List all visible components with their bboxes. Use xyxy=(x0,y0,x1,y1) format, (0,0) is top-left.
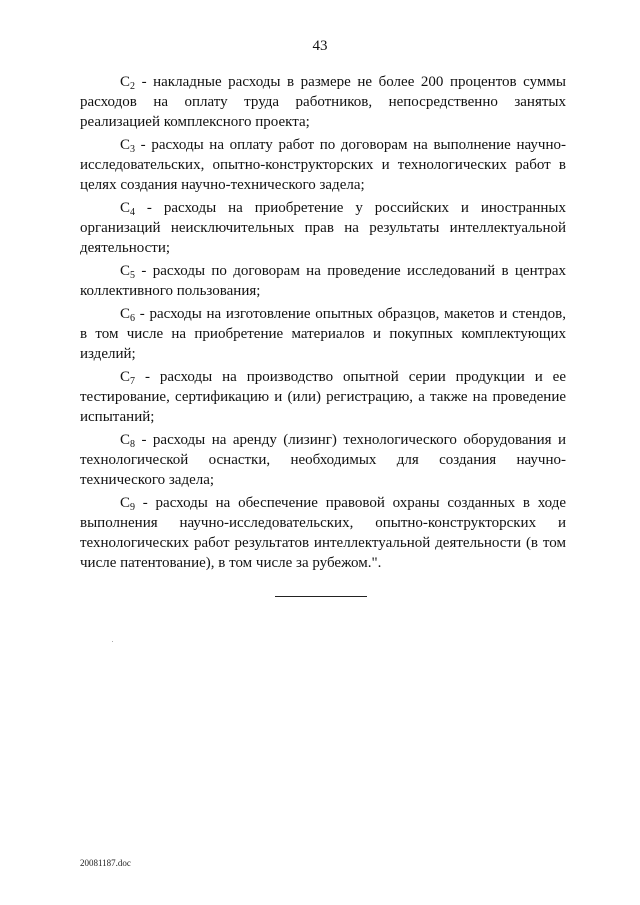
file-name-footer: 20081187.doc xyxy=(80,858,131,868)
paragraph-text: - расходы на оплату работ по договорам на выполнение научно-исследовательских, опытно-конструкторских и технологических работ в целях создания научно-технического задела; xyxy=(80,137,566,193)
paragraph-text: - расходы на изготовление опытных образцов, макетов и стендов, в том числе на приобретение материалов и покупных комплектующих изделий; xyxy=(80,306,566,362)
symbol: C xyxy=(120,263,131,279)
symbol: C xyxy=(120,306,131,322)
paragraph-c3 xyxy=(80,135,566,195)
paragraph-text: - расходы на аренду (лизинг) технологического оборудования и технологической оснастки, необходимых для создания научно-технического задела; xyxy=(80,432,566,488)
subscript: 7 xyxy=(130,376,136,387)
paragraph-c4 xyxy=(80,198,566,258)
paragraph-c9 xyxy=(80,493,566,573)
symbol: C xyxy=(120,369,131,385)
paragraph-c5 xyxy=(80,261,566,301)
paragraph-c2 xyxy=(80,72,566,132)
symbol: C xyxy=(120,432,131,448)
document-body xyxy=(80,72,566,576)
paragraph-text: - накладные расходы в размере не более 200 процентов суммы расходов на оплату труда работников, непосредственно занятых реализацией комплексного проекта; xyxy=(80,74,566,130)
symbol: C xyxy=(120,74,131,90)
paragraph-c7 xyxy=(80,367,566,427)
subscript: 2 xyxy=(130,81,136,92)
subscript: 3 xyxy=(130,144,136,155)
paragraph-text: - расходы на производство опытной серии продукции и ее тестирование, сертификацию и (или) регистрацию, а также на проведение испытаний; xyxy=(80,369,566,425)
page-number: 43 xyxy=(312,38,328,54)
paragraph-text: - расходы на приобретение у российских и иностранных организаций неисключительных прав на результаты интеллектуальной деятельности; xyxy=(80,200,566,256)
subscript: 6 xyxy=(130,313,136,324)
paragraph-c8 xyxy=(80,430,566,490)
subscript: 4 xyxy=(130,207,136,218)
scan-speck xyxy=(112,641,113,642)
end-rule-divider xyxy=(275,596,367,597)
subscript: 9 xyxy=(130,502,136,513)
paragraph-c6 xyxy=(80,304,566,364)
subscript: 5 xyxy=(130,270,136,281)
symbol: C xyxy=(120,495,131,511)
paragraph-text: - расходы на обеспечение правовой охраны созданных в ходе выполнения научно-исследовательских, опытно-конструкторских и технологических работ результатов интеллектуальной деятельности (в том числе патентование), в том числе за рубежом.". xyxy=(80,495,566,571)
symbol: C xyxy=(120,137,131,153)
subscript: 8 xyxy=(130,439,136,450)
symbol: C xyxy=(120,200,131,216)
paragraph-text: - расходы по договорам на проведение исследований в центрах коллективного пользования; xyxy=(80,263,566,299)
